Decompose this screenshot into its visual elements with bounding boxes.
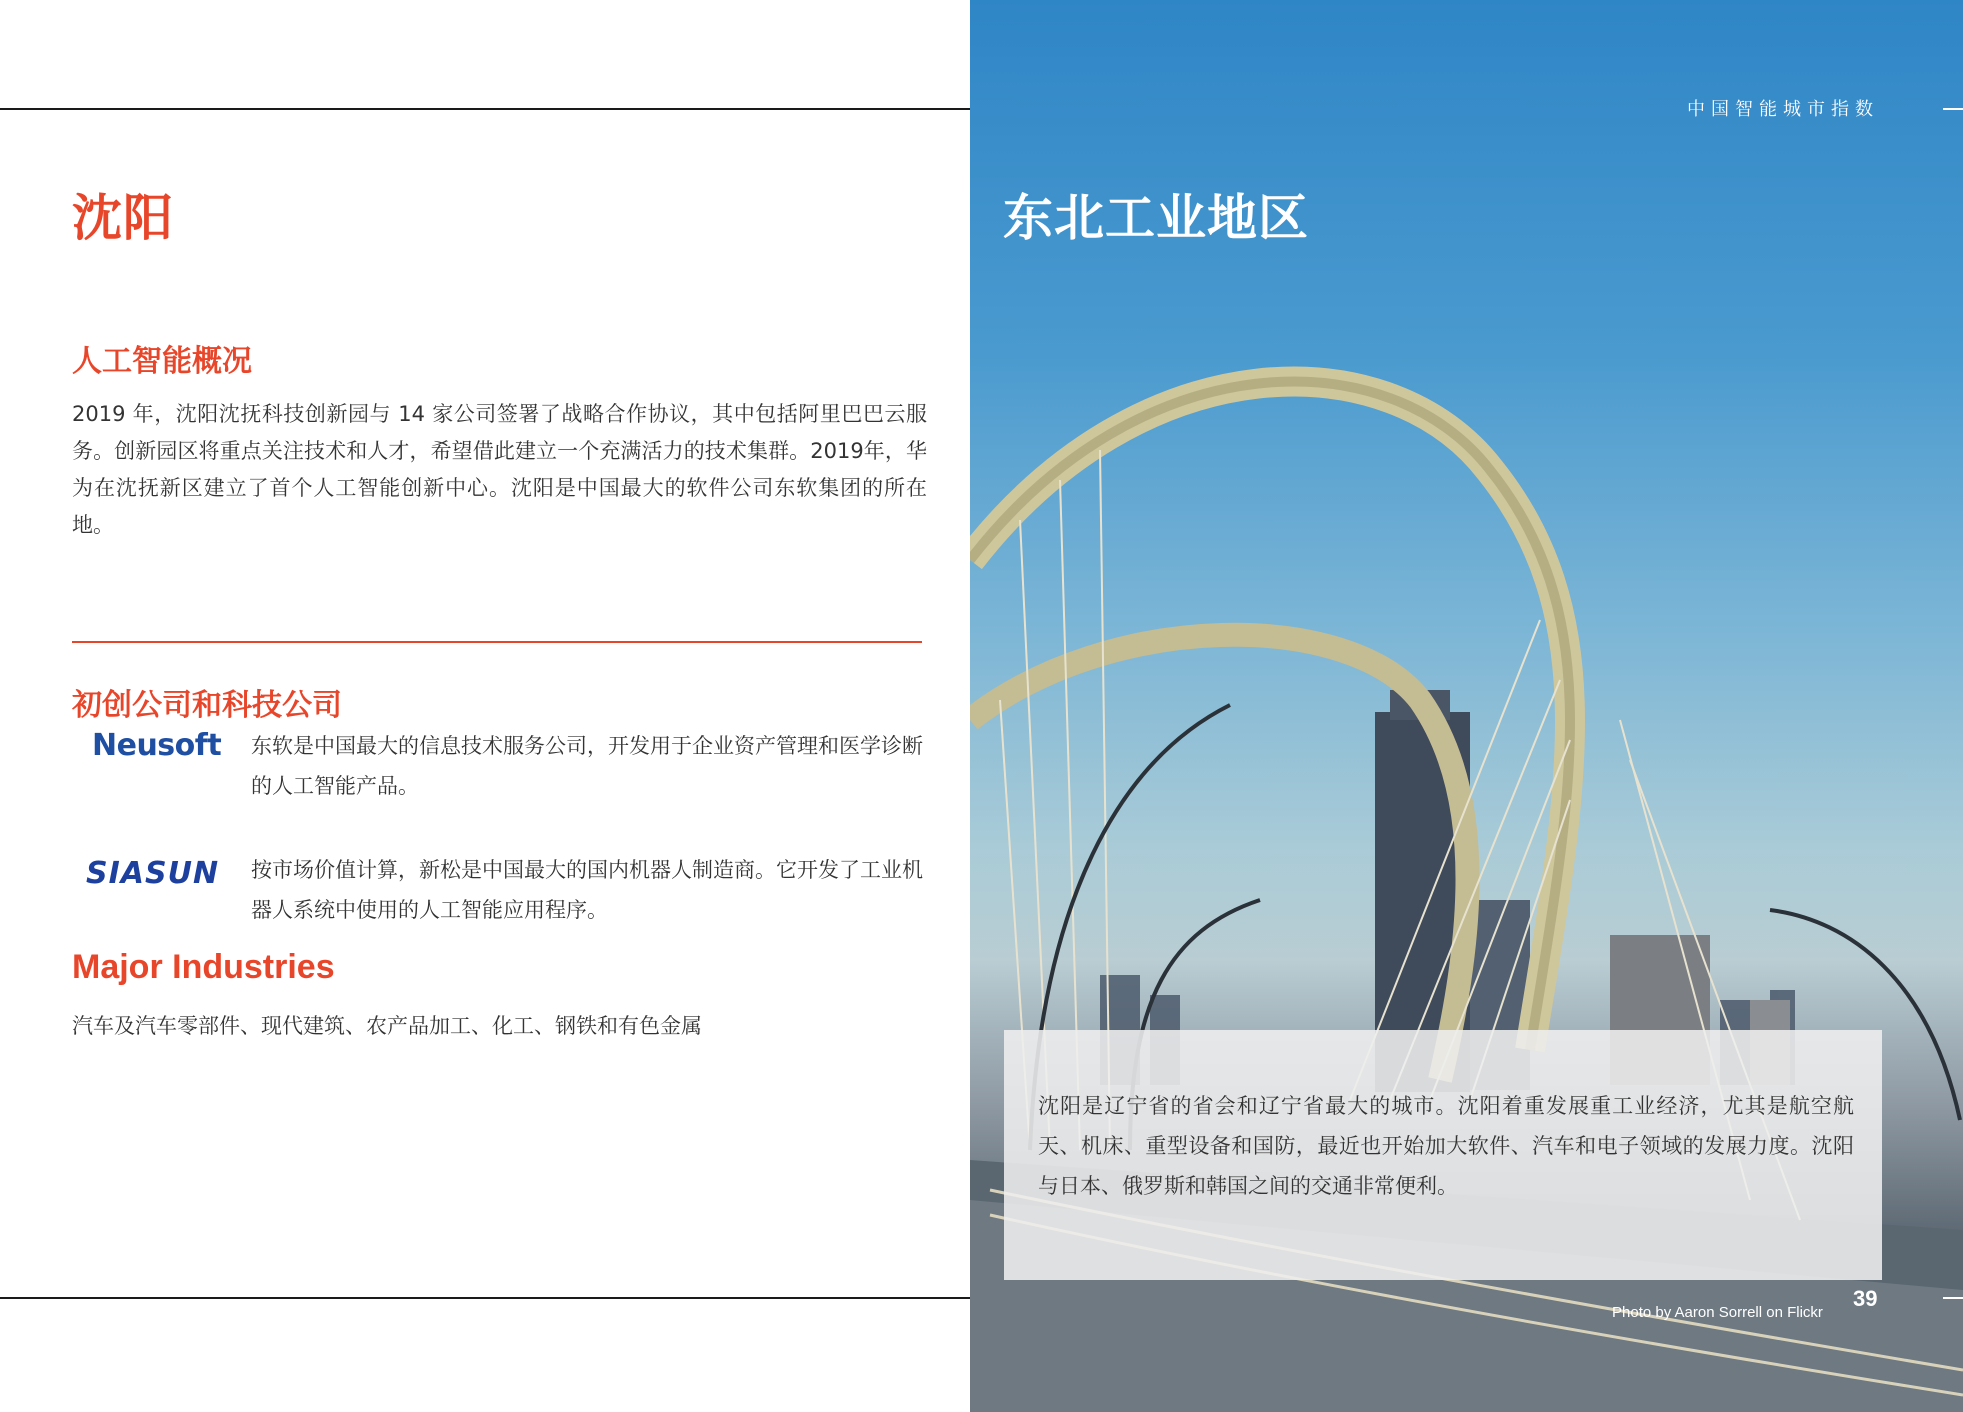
caption-box (1004, 1030, 1882, 1280)
neusoft-logo: Neusoft (92, 728, 222, 763)
photo-credit: Photo by Aaron Sorrell on Flickr (1612, 1304, 1823, 1321)
city-title: 沈阳 (72, 189, 174, 247)
ai-overview-text: 2019 年，沈阳沈抚科技创新园与 14 家公司签署了战略合作协议，其中包括阿里巴巴云服务。创新园区将重点关注技术和人才，希望借此建立一个充满活力的技术集群。2019年，华为在沈抚新区建立了首个人工智能创新中心。沈阳是中国最大的软件公司东软集团的所在地。 (72, 402, 927, 537)
bottom-rule (0, 1297, 972, 1299)
right-page-photo (970, 0, 1963, 1412)
major-industries-heading: Major Industries (72, 948, 335, 986)
ai-overview-heading: 人工智能概况 (72, 344, 252, 379)
header-rule (1943, 108, 1963, 110)
siasun-description: 按市场价值计算，新松是中国最大的国内机器人制造商。它开发了工业机器人系统中使用的人工智能应用程序。 (251, 858, 923, 922)
region-title: 东北工业地区 (1003, 189, 1309, 247)
caption-text: 沈阳是辽宁省的省会和辽宁省最大的城市。沈阳着重发展重工业经济，尤其是航空航天、机床、重型设备和国防，最近也开始加大软件、汽车和电子领域的发展力度。沈阳与日本、俄罗斯和韩国之间的交通非常便利。 (1038, 1094, 1854, 1198)
top-rule (0, 108, 972, 110)
report-header: 中国智能城市指数 (1687, 99, 1879, 120)
left-page (0, 0, 970, 1412)
major-industries-text: 汽车及汽车零部件、现代建筑、农产品加工、化工、钢铁和有色金属 (72, 1014, 702, 1038)
page-number: 39 (1853, 1286, 1878, 1311)
neusoft-description: 东软是中国最大的信息技术服务公司，开发用于企业资产管理和医学诊断的人工智能产品。 (251, 734, 923, 798)
footer-rule (1943, 1297, 1963, 1299)
section-divider (72, 641, 922, 643)
startups-heading: 初创公司和科技公司 (72, 688, 342, 723)
siasun-logo: SIASUN (86, 856, 220, 891)
